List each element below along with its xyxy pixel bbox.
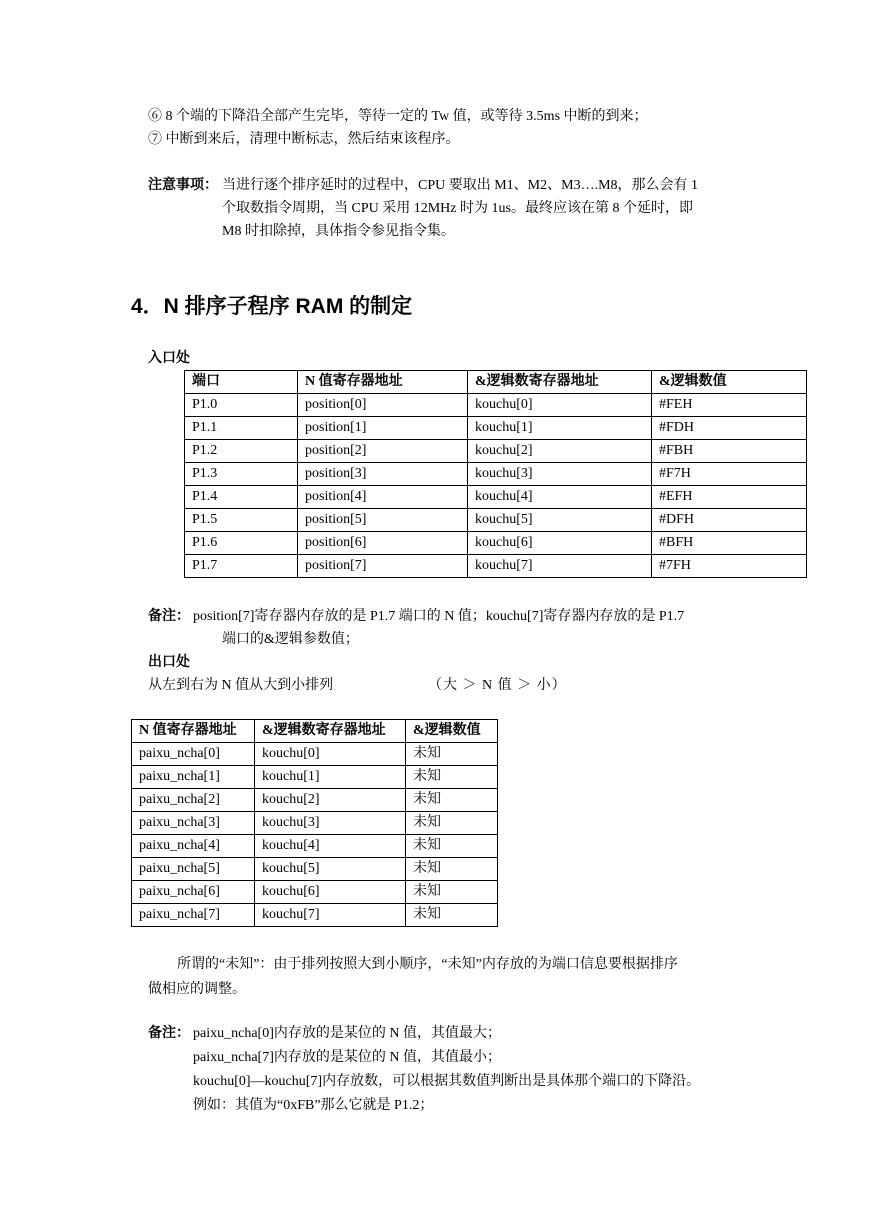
table-cell: paixu_ncha[7] — [132, 904, 255, 927]
exit-description: 从左到右为 N 值从大到小排列 — [148, 678, 334, 693]
table-cell: kouchu[6] — [255, 881, 406, 904]
table-row — [185, 417, 807, 440]
table-cell: kouchu[2] — [468, 440, 652, 463]
table-row — [185, 463, 807, 486]
table-cell: kouchu[0] — [468, 394, 652, 417]
table-row — [185, 394, 807, 417]
table-cell: paixu_ncha[4] — [132, 835, 255, 858]
notice-line-3: M8 时扣除掉，具体指令参见指令集。 — [222, 224, 455, 239]
table-cell: P1.7 — [185, 555, 298, 578]
entry-table-header — [185, 371, 807, 394]
table-cell: #7FH — [652, 555, 807, 578]
table-cell: P1.4 — [185, 486, 298, 509]
table-cell: kouchu[7] — [255, 904, 406, 927]
table-row — [132, 881, 498, 904]
table-cell: kouchu[3] — [468, 463, 652, 486]
table-cell: 未知 — [406, 766, 498, 789]
table-row — [132, 766, 498, 789]
table-cell: paixu_ncha[2] — [132, 789, 255, 812]
table-cell: #FDH — [652, 417, 807, 440]
table-cell: kouchu[6] — [468, 532, 652, 555]
remark2-line-1: paixu_ncha[0]内存放的是某位的 N 值，其值最大； — [193, 1026, 501, 1041]
table-cell: #EFH — [652, 486, 807, 509]
entry-header-logic-value: &逻辑数值 — [652, 371, 807, 394]
table-cell: P1.2 — [185, 440, 298, 463]
exit-header-logic-value: &逻辑数值 — [406, 720, 498, 743]
remark2-line-3: kouchu[0]—kouchu[7]内存放数，可以根据其数值判断出是具体那个端口的下降沿。 — [193, 1074, 701, 1089]
exit-table-header — [132, 720, 498, 743]
table-cell: P1.3 — [185, 463, 298, 486]
table-cell: position[5] — [298, 509, 468, 532]
table-cell: 未知 — [406, 904, 498, 927]
table-cell: #FBH — [652, 440, 807, 463]
table-cell: 未知 — [406, 789, 498, 812]
table-cell: paixu_ncha[1] — [132, 766, 255, 789]
table-cell: paixu_ncha[0] — [132, 743, 255, 766]
table-cell: kouchu[1] — [255, 766, 406, 789]
table-cell: position[2] — [298, 440, 468, 463]
table-cell: P1.0 — [185, 394, 298, 417]
table-row — [132, 812, 498, 835]
remark1-label: 备注： — [148, 609, 190, 624]
step-7: ⑦ 中断到来后，清理中断标志，然后结束该程序。 — [148, 132, 460, 147]
entry-header-logic-reg: &逻辑数寄存器地址 — [468, 371, 652, 394]
table-cell: #FEH — [652, 394, 807, 417]
entry-header-nreg: N 值寄存器地址 — [298, 371, 468, 394]
table-row — [132, 858, 498, 881]
table-cell: kouchu[4] — [468, 486, 652, 509]
notice-line-2: 个取数指令周期，当 CPU 采用 12MHz 时为 1us。最终应该在第 8 个延时，即 — [222, 201, 693, 216]
table-row — [185, 532, 807, 555]
exit-header-logic-reg: &逻辑数寄存器地址 — [255, 720, 406, 743]
table-cell: kouchu[5] — [468, 509, 652, 532]
table-cell: P1.6 — [185, 532, 298, 555]
table-cell: kouchu[2] — [255, 789, 406, 812]
table-cell: paixu_ncha[5] — [132, 858, 255, 881]
table-cell: kouchu[4] — [255, 835, 406, 858]
table-cell: P1.5 — [185, 509, 298, 532]
step-6: ⑥ 8 个端的下降沿全部产生完毕，等待一定的 Tw 值，或等待 3.5ms 中断的到来； — [148, 109, 648, 124]
table-row — [132, 904, 498, 927]
table-cell: kouchu[5] — [255, 858, 406, 881]
table-cell: 未知 — [406, 858, 498, 881]
table-cell: #DFH — [652, 509, 807, 532]
table-row — [185, 486, 807, 509]
table-cell: position[7] — [298, 555, 468, 578]
remark1-line-1: position[7]寄存器内存放的是 P1.7 端口的 N 值；kouchu[7]寄存器内存放的是 P1.7 — [193, 609, 685, 624]
table-cell: 未知 — [406, 835, 498, 858]
table-cell: #BFH — [652, 532, 807, 555]
remark1-line-2: 端口的&逻辑参数值； — [222, 632, 359, 647]
entry-table — [184, 370, 807, 578]
table-cell: position[4] — [298, 486, 468, 509]
table-cell: position[3] — [298, 463, 468, 486]
table-row — [132, 743, 498, 766]
entry-label: 入口处 — [148, 351, 190, 366]
exit-label: 出口处 — [148, 655, 190, 670]
exit-order-note: （大 ＞ N 值 ＞ 小） — [428, 678, 567, 693]
table-row — [185, 440, 807, 463]
section-title: 4．N 排序子程序 RAM 的制定 — [131, 295, 413, 318]
table-cell: 未知 — [406, 812, 498, 835]
unknown-note-line-2: 做相应的调整。 — [148, 982, 246, 997]
remark2-line-4: 例如：其值为“0xFB”那么它就是 P1.2； — [193, 1098, 434, 1113]
table-row — [132, 789, 498, 812]
table-cell: kouchu[3] — [255, 812, 406, 835]
table-cell: position[6] — [298, 532, 468, 555]
notice-line-1: 当进行逐个排序延时的过程中，CPU 要取出 M1、M2、M3….M8，那么会有 1 — [222, 178, 699, 193]
table-cell: paixu_ncha[3] — [132, 812, 255, 835]
table-row — [185, 555, 807, 578]
table-cell: position[0] — [298, 394, 468, 417]
entry-header-port: 端口 — [185, 371, 298, 394]
table-cell: kouchu[1] — [468, 417, 652, 440]
table-cell: 未知 — [406, 743, 498, 766]
exit-table — [131, 719, 498, 927]
remark2-line-2: paixu_ncha[7]内存放的是某位的 N 值，其值最小； — [193, 1050, 501, 1065]
table-cell: position[1] — [298, 417, 468, 440]
table-cell: #F7H — [652, 463, 807, 486]
table-cell: 未知 — [406, 881, 498, 904]
table-cell: paixu_ncha[6] — [132, 881, 255, 904]
table-cell: P1.1 — [185, 417, 298, 440]
remark2-label: 备注： — [148, 1026, 190, 1041]
table-cell: kouchu[7] — [468, 555, 652, 578]
table-row — [185, 509, 807, 532]
table-row — [132, 835, 498, 858]
unknown-note-line-1: 所谓的“未知”：由于排列按照大到小顺序，“未知”内存放的为端口信息要根据排序 — [177, 957, 678, 972]
table-cell: kouchu[0] — [255, 743, 406, 766]
exit-header-nreg: N 值寄存器地址 — [132, 720, 255, 743]
notice-label: 注意事项： — [148, 178, 218, 193]
